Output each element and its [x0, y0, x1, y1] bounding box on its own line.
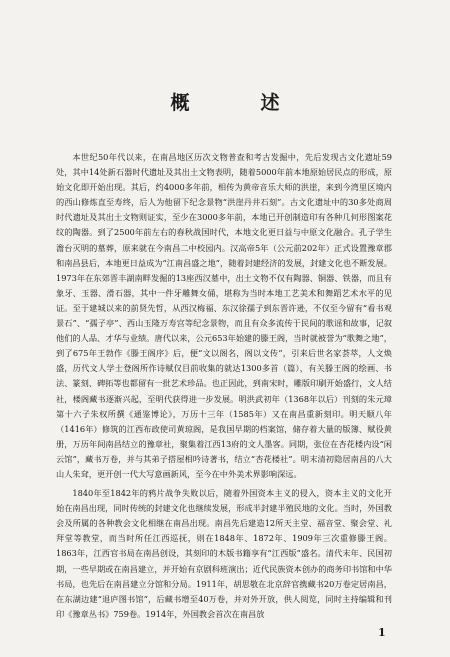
body-text [56, 150, 392, 622]
paragraph: 1840年至1842年的鸦片战争失败以后，随着外国资本主义的侵入，资本主义的文化开始在南昌出现，同时传统的封建文化也继续发展，形成半封建半殖民地的文化。当时，外国教会及所属的各种教会文化相继在南昌出现。南昌先后建造12所天主堂、福音堂、聚会堂、礼拜堂等教堂，而当时所任江西巡抚，则在1848年、1872年、1909年三次重修滕王阁。1863年，江西官书局在南昌创设，其刻印的木版书籍享有“江西版”盛名。清代末年、民国初期，一些早期或在南昌建立，并开始有京剧科班演出；近代民族资本创办的商务印书馆和中华书局，也先后在南昌建立分馆和分局。1911年，胡思敬在北京辞官携藏书20万卷定居南昌，在东湖边建“退庐图书馆”，后藏书增至40万卷，并对外开放，供人阅览，同时主持编辑和刊印《豫章丛书》759卷。1914年，外国教会首次在南昌放 [56, 488, 392, 619]
page-title: 概 述 [170, 92, 306, 114]
page-number: 1 [378, 626, 386, 639]
paragraph: 本世纪50年代以来，在南昌地区历次文物普查和考古发掘中，先后发现古文化遗址59处，其中14处新石器时代遗址及其出土文物表明，随着5000年前本地原始居民点的形成，原始文化即开始出现。其后，约4000多年前，相传为黄帝音乐大师的洪崖，来到今湾里区境内的西山修炼直至寿终，后人为他留下纪念景物“洪崖丹井石刻”。古文化遗址中的30多处商周时代遗址及其出土文物则证实，至少在3000多年前，本地已开创制造印有各种几何形图案花纹的陶器。到了2500年前左右的春秋战国时代，本地文化更日益与中原文化融合。孔子学生澹台灭明的墓葬，原来就在今南昌二中校园内。汉高帝5年（公元前202年）正式设置豫章郡和南昌县后，本地更日益成为“江南昌盛之地”，随着封建经济的发展，封建文化也不断发展。1973年在东郊晋丰湖南畔发掘的13座西汉墓中，出土文物不仅有陶器、铜器、铁器，而且有象牙、玉器、滑石器，其中一件牙雕舞女俑，堪称为当时本地工艺美术和舞蹈艺术水平的见证。至于建城以来的前贤先哲，从西汉梅福、东汉徐孺子到东晋许逊，不仅至今留有“看书观景石”、“孺子亭”、西山玉隆万寿宫等纪念景物，而且有众多流传于民间的歌谣和故事，记叙他们的人品、才华与业绩。唐代以来，公元653年始建的滕王阁，当时就被誉为“歌舞之地”，到了675年王勃作《滕王阁序》后，便“文以阁名，阁以文传”，引来后世名家荟萃，人文焕盛，历代文人学士登阁所作诗赋仅目前收集的就达1300多首（篇），有关滕王阁的绘画、书法、篆刻、碑拓等也都留有一批艺术珍品。也正因此，到南宋时，雕版印刷开始盛行，文人结社，楼阁藏书逐渐兴起，至明代获得进一步发展。明洪武初年（1368年以后）刊刻的朱元璋第十六子朱权所撰《通鉴博论》，万历十三年（1585年）又在南昌重新刻印。明天顺八年（1416年）修筑的江西布政使司黄琼阁，是我国早期的档案馆，储存着大量的版簿、赋役黄册，万历年间南昌结立的豫章社，聚集着江西13府的文人墨客。同期，张位在杏花楼内设“闲云馆”，藏书万卷，并与其弟子搭屋相吟诗著书，结立“杏花楼社”。明末清初隐居南昌的八大山人朱耷，更开创一代大写意画新风，至今在中外美术界影响深远。 [56, 152, 392, 479]
